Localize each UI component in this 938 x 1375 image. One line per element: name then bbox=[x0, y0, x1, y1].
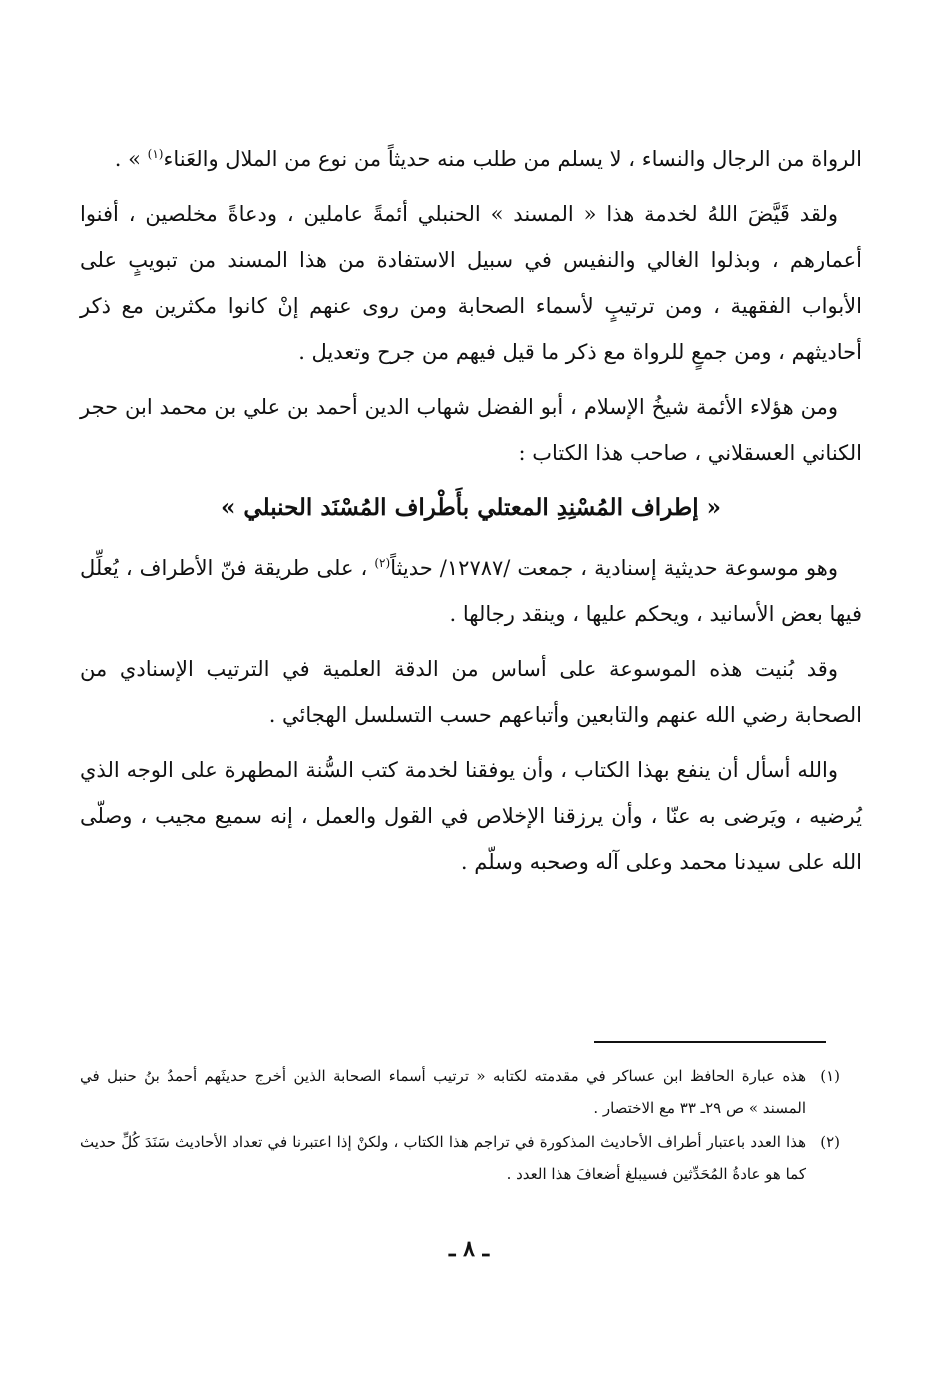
footnote-ref-1[interactable]: (١) bbox=[147, 147, 164, 161]
footnote-ref-2[interactable]: (٢) bbox=[374, 556, 391, 570]
book-title: « إطراف المُسْنِدِ المعتلي بأَطْراف المُسْنَد الحنبلي » bbox=[221, 494, 721, 521]
footnotes bbox=[80, 1060, 840, 1192]
page-number: ـ ٨ ـ bbox=[448, 1236, 490, 1262]
paragraph-4-text-a: وهو موسوعة حديثية إسنادية ، جمعت /١٢٧٨٧/ حديثاً bbox=[390, 556, 839, 580]
paragraph-4 bbox=[80, 545, 862, 637]
paragraph-1-end: » . bbox=[114, 147, 148, 171]
paragraph-1 bbox=[80, 136, 862, 182]
paragraph-6: والله أسأل أن ينفع بهذا الكتاب ، وأن يوفقنا لخدمة كتب السُّنة المطهرة على الوجه الذي يُرضيه ، ويَرضى به عنّا ، وأن يرزقنا الإخلاص في القول والعمل ، إنه سميع مجيب ، وصلّى الله على سيدنا محمد وعلى آله وصحبه وسلّم . bbox=[80, 758, 862, 874]
paragraph-2: ولقد قَيَّضَ اللهُ لخدمة هذا « المسند » الحنبلي أئمةً عاملين ، ودعاةً مخلصين ، أفنوا أعمارهم ، وبذلوا الغالي والنفيس في سبيل الاستفادة من هذا المسند من تبويبٍ على الأبواب الفقهية ، ومن ترتيبٍ لأسماء الصحابة ومن روى عنهم إنْ كانوا مكثرين مع ذكر أحاديثهم ، ومن جمعٍ للرواة مع ذكر ما قيل فيهم من جرح وتعديل . bbox=[80, 202, 862, 364]
body-text bbox=[80, 136, 862, 894]
footnote-1 bbox=[80, 1060, 840, 1124]
paragraph-4-text-b: ، على طريقة فنّ الأطراف ، يُعلِّل فيها بعض الأسانيد ، ويحكم عليها ، وينقد رجالها . bbox=[80, 556, 862, 626]
footnote-text: هذا العدد باعتبار أطراف الأحاديث المذكورة في تراجم هذا الكتاب ، ولكنْ إذا اعتبرنا في تعداد الأحاديث سَنَدَ كُلِّ حديث كما هو عادةُ المُحَدِّثين فسيبلغ أضعافَ هذا العدد . bbox=[80, 1133, 806, 1183]
footnote-number: (١) bbox=[820, 1067, 840, 1085]
footnote-2 bbox=[80, 1126, 840, 1190]
footnote-number: (٢) bbox=[820, 1133, 840, 1151]
paragraph-5: وقد بُنيت هذه الموسوعة على أساس من الدقة العلمية في الترتيب الإسنادي من الصحابة رضي الله عنهم والتابعين وأتباعهم حسب التسلسل الهجائي . bbox=[80, 657, 862, 727]
footnote-text: هذه عبارة الحافظ ابن عساكر في مقدمته لكتابه « ترتيب أسماء الصحابة الذين أخرج حديثَهم أحمدُ بنُ حنبل في المسند » ص ٢٩ـ ٣٣ مع الاختصار . bbox=[80, 1067, 806, 1117]
footnote-divider bbox=[594, 1041, 826, 1043]
paragraph-1-text: الرواة من الرجال والنساء ، لا يسلم من طلب منه حديثاً من نوع من الملال والعَناء bbox=[163, 147, 862, 171]
paragraph-3: ومن هؤلاء الأئمة شيخُ الإسلام ، أبو الفضل شهاب الدين أحمد بن علي بن محمد ابن حجر الكناني العسقلاني ، صاحب هذا الكتاب : bbox=[80, 395, 862, 465]
